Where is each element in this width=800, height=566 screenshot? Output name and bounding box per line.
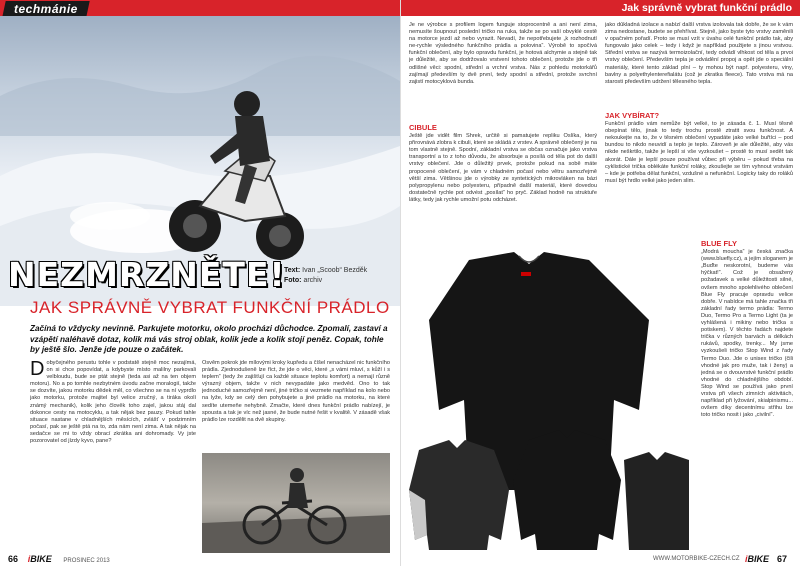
article-subtitle: JAK SPRÁVNĚ VYBRAT FUNKČNÍ PRÁDLO (30, 298, 390, 317)
right-page (400, 0, 800, 566)
heading-jak-vybirat: JAK VYBÍRAT? (605, 111, 660, 120)
right-footer: WWW.MOTORBIKE-CZECH.CZ iBIKE 67 (653, 554, 788, 564)
body-column-c: BLUE FLY „Modrá moucha“ je česká značka (www.bluefly.cz), a jejím sloganem je „Buďte neskorotní, budeme vás hýčkat!“. Což je obsažený požadavek a velké důležitosti silné, ovšem mnoho spolehlivého oblečení Blue Fly pracuje opravdu velice dobře. V nabídce má tahle značka tři základní řady termo prádla: Termo Duo, Termo Pro a Termo Light (ta je vyhlášená i mikiny nebo trička s potiskem). V těchto řadách najdete trička v různých barvách a délkách rukávů, spodky, trenky... My jsme vyzkoušeli tričko Stop Wind z řady Termo Duo. Jde o unisex tričko (čili vhodné jak pro muže, tak i ženy) a jedná se o dvouvrstvé funkční prádlo vhodné do chladnějšího období. Stop Wind se používá jako první vrstva při všech zimních aktivitách, například při lyžování, skialpinismu... ovšem díky decentnímu střihu lze toto tričko nosit i jako „civilní“. (701, 239, 793, 419)
section-tag: techmánie (2, 1, 89, 17)
heading-blue-fly: BLUE FLY (701, 239, 737, 248)
running-head: Jak správně vybrat funkční prádlo (621, 2, 792, 14)
headline: NEZMRZNĚTE! (8, 255, 286, 294)
thermal-shirts-image (409, 250, 689, 550)
left-footer: 66 iBIKE PROSINEC 2013 (8, 554, 110, 564)
lead-paragraph: Začíná to vždycky nevinně. Parkujete motorku, okolo procházi důchodce. Zpomalí, zastaví a vzápětí naléhavě dotaz, kolik má vás stroj oblak, kolik jede a kolik stojí peněz. Copak, tohle by ještě šlo. Jenže jde pouze o začátek. (30, 324, 388, 354)
body-column-1: D obyčejného perustu tohle v podstatě stejně moc nezajímá, on si chce popovídat, a kdybyste místo malilny parkovali velbloudu, bude se ptát stejně (teda asi až na ten objem motoru). No a po tomhle nezbytném úvodu začne moralogií, takže se dozvíte, jakou motorku dědek měl, co všechno se na ní vyprdlo jako motorku, protože majitel byl velice zručný, a tiráka okolí známý mechanik), kolik jeho člověk toho zajel, jakou stáj dal dokonce cesty na motocyklu, a tak nějak bez pauzy. Pokud tahle situace nastane v chladnějších měsících, zvlášť v podzimním počasí, pak se ještě ptá na to, zda nám není zima. A tak nějak na sedačce se mi to vždy obrací zkrátka ani dohromady. Vy jste pozorovatel od jízdy kyvo, pane? (30, 360, 196, 445)
dropcap: D (30, 360, 45, 380)
body-column-a: Je ne výrobce s profilem logem funguje stoprocentně a ani není zima, nemusíte šoupnout poslední tričko na ruka, takže se po vaší obvyklé cestě na motorce jezdí až nebo vyrazit. Nevadí, že nepotřebujete „k rozhodnutí ne-rychle výsledného funkčního prádla a polovina“. Výrobě to spočívá funkční oblečení, aby bylo opravdu funkční, je hotová alchymie a stejně tak je důležité, aby se dodržovalo vrstvení tohoto oblečení, protože jde o tři odlišné věci: spodní, střední a vrchní vrstva. Nás z pohledu motorkářů zajímají především ty dvě první, tedy spodní a střední, protože svrchní zajistí motocyklová bunda. (409, 22, 597, 85)
body-column-b: jako důkladná izolace a nabízí další vrstva izolovala tak dobře, že se k vám zima nedostane, budete se přehřívat. Stejně, jako byste tyto vrstvy zaměnili v opačném pořadí. Proto se musí vzít v úvahu celé funkční prádlo tak, aby fungovalo jako celek – tedy i když je například použijete s jinou vrstvou. Střední vrstva se nazývá termoizolační, tedy odvádí vlhkost od těla a prvoi vrstvy oblečení. Především tepla je odvádění propoj a opět jde o speciální materiály, které tento základ plní – ty mohou být např. polyesteru, viny, bavlny a polyethylenterefialátu (což je zkratka fleece). Tato vrstva má na starosti především udržení tělesného tepla. (605, 22, 793, 85)
heading-cibule: CIBULE (409, 123, 437, 132)
body-column-a2: CIBULE Ještě jde vidět film Shrek, určitě si pamatujete repliku Oslíka, který přirovnává zlobra k cibuli, které se skládá z vrstev. A správně oblečený je na tom vlastně stejně. Spodní, základní vrstva se občas označuje jako vrstva transportní a to z toho důvodu, že absorbuje a posílá od těla pot do další vrstvy oblečení. Jde o důležitý prvek, protože pokud na sobě máte propocené oblečení, je vám v chladném počasí nebo větru samozřejmě větší zima. Většinou jde o výrobky ze syntetických mikrovláken na bázi polypropylenu nebo polyesteru, případně další materiál, které dovedou dostatečně rychle pot odvést „posílat“ ho pryč. Základ hodně na struktuře látky, tedy jak rychle umožní potu odcházet. (409, 123, 597, 203)
credits: Text: Ivan „Scoob“ Bezděk Foto: archiv (284, 267, 368, 284)
body-column-2: Osvěm pokrok jde mílovými kroky kupředu a číšel nenacházel nic funkčního prádla. Zjednodušeně lze říct, že jde o věci, které „s vámi mluví, s kůží i s teplem“ (tedy že zajišťují ca každé situace teplotu komfort) a nemají různě výrazný objem, takže v nich nevypadáte jako medvěd. Ono to tak jednoduché samozřejmě není, jiné tričko si vezmete například na kolo nebo na lyže, kdy se celý den pohybujete a jiné prádlo na motorku, na které sedíte utemeňe nehybně. Zmačte, které dnes funkční prádlo nabízejí, je spousta a tak je víc než jasné, že bude nutné řešit v kvalitě. V zásadě však prádlo lze rozdělit na dvě skupiny. (202, 360, 390, 423)
vintage-motorcycle-photo (202, 453, 390, 553)
body-column-b2: JAK VYBÍRAT? Funkční prádlo vám nemůže být velké, to je zásada č. 1. Musí těsně obepínat tělo, jinak to tedy trochu prostě ztratit svou funkčnost. A nekoukejte na to, že v těsném oblečení vypadáte jako velké buřtíci – pod bundou to nikdo neuvidí a teplo je teplo. Zároveň je ale důležité, aby vás nikde neškrtilo, takže je lepší si vše vyzkoušet – prostě to musí sedět tak akorát. Dále je lepší pouze používat vůbec při výběru – pokud třeba na cyklistické trička oblékáte funkční roláky, zkoušejte se tím vyhnout vrstvám – kde je potřeba dělat funkční, vzdušné a nefunkční. Logicky taky do roláků musí být hrdlo velké jako jeden slim. (605, 111, 793, 184)
